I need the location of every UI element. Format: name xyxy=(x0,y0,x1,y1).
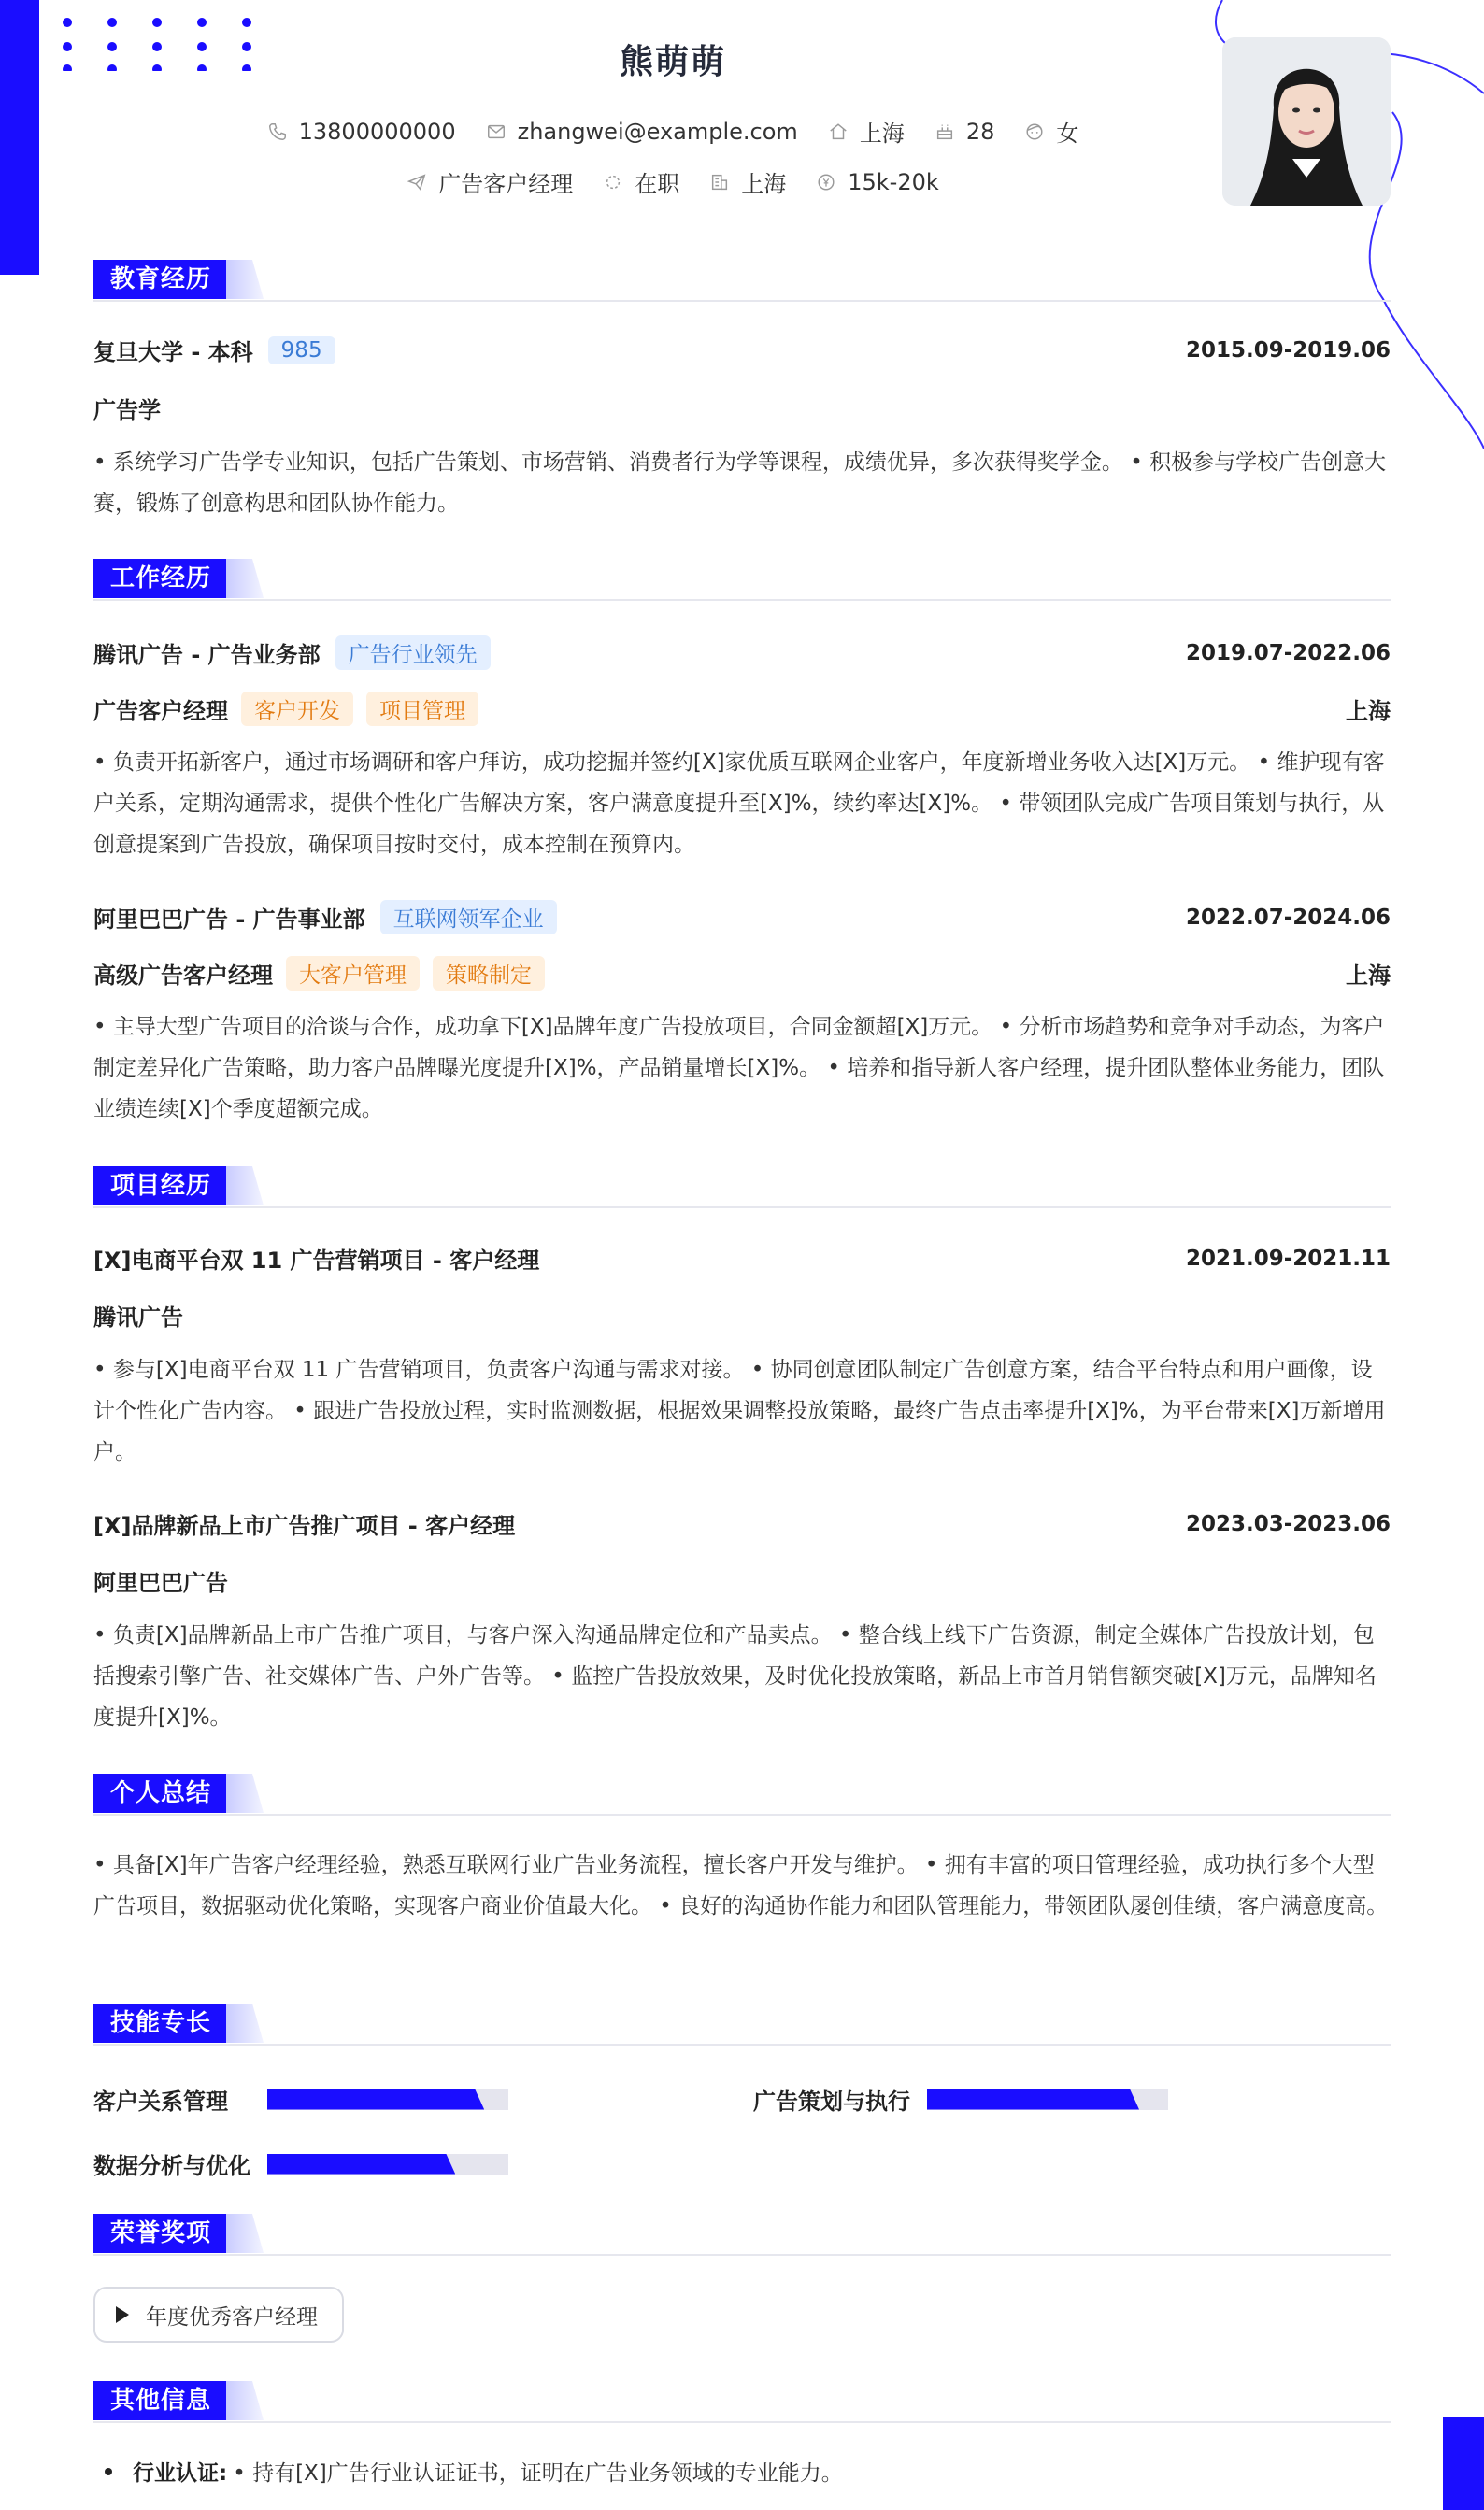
section-skills-title: 技能专长 xyxy=(93,2004,228,2043)
paper-plane-icon xyxy=(407,172,427,193)
section-tab-decoration xyxy=(226,559,264,598)
skill-item xyxy=(93,2083,508,2116)
work-location: 上海 xyxy=(1346,963,1391,989)
project-date: 2021.09-2021.11 xyxy=(1185,1246,1391,1271)
phone-info xyxy=(267,119,456,145)
target-position-text: 广告客户经理 xyxy=(438,171,574,197)
skill-name: 广告策划与执行 xyxy=(753,2089,910,2115)
section-divider xyxy=(93,2044,1391,2046)
section-tab-decoration xyxy=(226,1166,264,1205)
email-info xyxy=(486,119,798,145)
section-divider xyxy=(93,1206,1391,1208)
email-text: zhangwei@example.com xyxy=(517,118,798,145)
work-item-1-position-row xyxy=(93,692,1391,726)
summary-description: • 具备[X]年广告客户经理经验，熟悉互联网行业广告业务流程，擅长客户开发与维护。 • 拥有丰富的项目管理经验，成功执行多个大型广告项目，数据驱动优化策略，实现客户商业价值最大化。 • 良好的沟通协作能力和团队管理能力，带领团队屡创佳绩，客户满意度高。 xyxy=(93,1853,1389,1918)
section-projects-title: 项目经历 xyxy=(93,1166,228,1205)
education-major-row xyxy=(93,392,1391,424)
coin-icon xyxy=(816,172,836,193)
project-item-2-description: • 负责[X]品牌新品上市广告推广项目，与客户深入沟通品牌定位和产品卖点。 • 整合线上线下广告资源，制定全媒体广告投放计划，包括搜索引擎广告、社交媒体广告、户外广告等。 • 监控广告投放效果，及时优化投放策略，新品上市首月销售额突破[X]万元，品牌知名度提升[X]%。 xyxy=(93,1623,1377,1730)
section-education xyxy=(93,260,1391,301)
section-awards-title: 荣誉奖项 xyxy=(93,2214,228,2253)
work-item-1-description: • 负责开拓新客户，通过市场调研和客户拜访，成功挖掘并签约[X]家优质互联网企业客户，年度新增业务收入达[X]万元。 • 维护现有客户关系，定期沟通需求，提供个性化广告解决方案，客户满意度提升至[X]%，续约率达[X]%。 • 带领团队完成广告项目策划与执行，从创意提案到广告投放，确保项目按时交付，成本控制在预算内。 xyxy=(93,750,1385,857)
skill-level-fill xyxy=(927,2089,1139,2110)
city-info xyxy=(828,115,905,148)
profile-photo xyxy=(1222,37,1391,206)
skill-name: 数据分析与优化 xyxy=(93,2153,250,2179)
skill-level-track xyxy=(267,2154,508,2175)
section-tab-decoration xyxy=(226,2004,264,2043)
section-awards xyxy=(93,2214,1391,2255)
bullet-icon xyxy=(105,2468,112,2475)
work-company: 阿里巴巴广告 - 广告事业部 xyxy=(93,906,365,933)
job-intention-row xyxy=(0,165,1346,198)
project-company: 腾讯广告 xyxy=(93,1305,183,1331)
section-tab-decoration xyxy=(226,2381,264,2420)
project-name: [X]电商平台双 11 广告营销项目 - 客户经理 xyxy=(93,1248,540,1274)
phone-text: 13800000000 xyxy=(298,118,456,145)
education-header-row xyxy=(93,334,1391,366)
section-projects xyxy=(93,1166,1391,1207)
skill-name: 客户关系管理 xyxy=(93,2089,228,2115)
section-work xyxy=(93,559,1391,600)
project-item-2-company-row xyxy=(93,1564,1391,1597)
face-icon xyxy=(1024,121,1045,142)
work-position: 高级广告客户经理 xyxy=(93,963,273,989)
skill-item xyxy=(753,2083,1168,2116)
age-text: 28 xyxy=(965,118,995,145)
status-icon xyxy=(603,172,623,193)
portrait-image xyxy=(1222,37,1391,206)
target-position-info xyxy=(407,165,573,198)
section-summary xyxy=(93,1774,1391,1815)
project-item-1-header xyxy=(93,1242,1391,1275)
work-item-2-header xyxy=(93,900,1391,934)
status-info xyxy=(603,165,679,198)
section-divider xyxy=(93,2421,1391,2423)
section-work-title: 工作经历 xyxy=(93,559,228,598)
home-icon xyxy=(828,121,849,142)
mail-icon xyxy=(486,121,507,142)
section-tab-decoration xyxy=(226,2214,264,2253)
project-item-2-header xyxy=(93,1507,1391,1540)
work-date: 2019.07-2022.06 xyxy=(1185,640,1391,665)
work-location: 上海 xyxy=(1346,698,1391,724)
building-icon xyxy=(709,172,730,193)
section-tab-decoration xyxy=(226,260,264,299)
city-text: 上海 xyxy=(859,121,905,147)
education-date: 2015.09-2019.06 xyxy=(1185,337,1391,363)
project-item-1-description: • 参与[X]电商平台双 11 广告营销项目，负责客户沟通与需求对接。 • 协同创意团队制定广告创意方案，结合平台特点和用户画像，设计个性化广告内容。 • 跟进广告投放过程，实时监测数据，根据效果调整投放策略，最终广告点击率提升[X]%，为平台带来[X]万新增用户。 xyxy=(93,1358,1386,1464)
project-name: [X]品牌新品上市广告推广项目 - 客户经理 xyxy=(93,1513,516,1539)
phone-icon xyxy=(267,121,288,142)
triangle-right-icon xyxy=(116,2306,129,2323)
other-info-row xyxy=(93,2456,843,2487)
education-description: • 系统学习广告学专业知识，包括广告策划、市场营销、消费者行为学等课程，成绩优异，多次获得奖学金。 • 积极参与学校广告创意大赛，锻炼了创意构思和团队协作能力。 xyxy=(93,450,1387,516)
section-divider xyxy=(93,2254,1391,2256)
position-tag: 大客户管理 xyxy=(286,956,420,991)
skill-level-track xyxy=(927,2089,1168,2110)
work-item-2-description: • 主导大型广告项目的洽谈与合作，成功拿下[X]品牌年度广告投放项目，合同金额超[X]万元。 • 分析市场趋势和竞争对手动态，为客户制定差异化广告策略，助力客户品牌曝光度提升[X]%，产品销量增长[X]%。 • 培养和指导新人客户经理，提升团队整体业务能力，团队业绩连续[X]个季度超额完成。 xyxy=(93,1015,1385,1121)
project-date: 2023.03-2023.06 xyxy=(1185,1511,1391,1536)
position-tag: 项目管理 xyxy=(366,692,478,726)
skill-level-fill xyxy=(267,2154,455,2175)
section-tab-decoration xyxy=(226,1774,264,1813)
major: 广告学 xyxy=(93,397,161,423)
work-position: 广告客户经理 xyxy=(93,698,228,724)
company-tag: 广告行业领先 xyxy=(335,635,491,670)
age-info xyxy=(935,119,995,145)
status-text: 在职 xyxy=(635,171,680,197)
award-text: 年度优秀客户经理 xyxy=(146,2304,318,2330)
section-summary-title: 个人总结 xyxy=(93,1774,228,1813)
gender-info xyxy=(1024,115,1078,148)
right-accent-bar xyxy=(1443,2417,1484,2510)
salary-info xyxy=(816,169,939,195)
award-chip xyxy=(93,2287,344,2343)
school-tag: 985 xyxy=(268,336,335,364)
other-info-text: • 持有[X]广告行业认证证书，证明在广告业务领域的专业能力。 xyxy=(233,2461,843,2486)
salary-text: 15k-20k xyxy=(848,168,939,195)
section-education-title: 教育经历 xyxy=(93,260,228,299)
section-divider xyxy=(93,1814,1391,1816)
school-degree: 复旦大学 - 本科 xyxy=(93,339,253,365)
section-divider xyxy=(93,300,1391,302)
work-company: 腾讯广告 - 广告业务部 xyxy=(93,642,321,668)
work-item-1-header xyxy=(93,635,1391,670)
position-tag: 客户开发 xyxy=(241,692,353,726)
gender-text: 女 xyxy=(1056,121,1079,147)
project-company: 阿里巴巴广告 xyxy=(93,1570,228,1596)
skill-item xyxy=(93,2147,508,2180)
section-other xyxy=(93,2381,1391,2422)
target-city-text: 上海 xyxy=(741,171,787,197)
position-tag: 策略制定 xyxy=(433,956,545,991)
section-divider xyxy=(93,599,1391,601)
work-item-2-position-row xyxy=(93,956,1391,991)
project-item-1-company-row xyxy=(93,1299,1391,1332)
skill-level-track xyxy=(267,2089,508,2110)
work-date: 2022.07-2024.06 xyxy=(1185,905,1391,930)
company-tag: 互联网领军企业 xyxy=(380,900,557,934)
section-other-title: 其他信息 xyxy=(93,2381,228,2420)
contact-info-row xyxy=(0,115,1346,148)
section-skills xyxy=(93,2004,1391,2045)
other-info-label: 行业认证: xyxy=(133,2461,228,2486)
candidate-name: 熊萌萌 xyxy=(619,43,726,81)
skill-level-fill xyxy=(267,2089,484,2110)
cake-icon xyxy=(935,121,955,142)
target-city-info xyxy=(709,165,786,198)
